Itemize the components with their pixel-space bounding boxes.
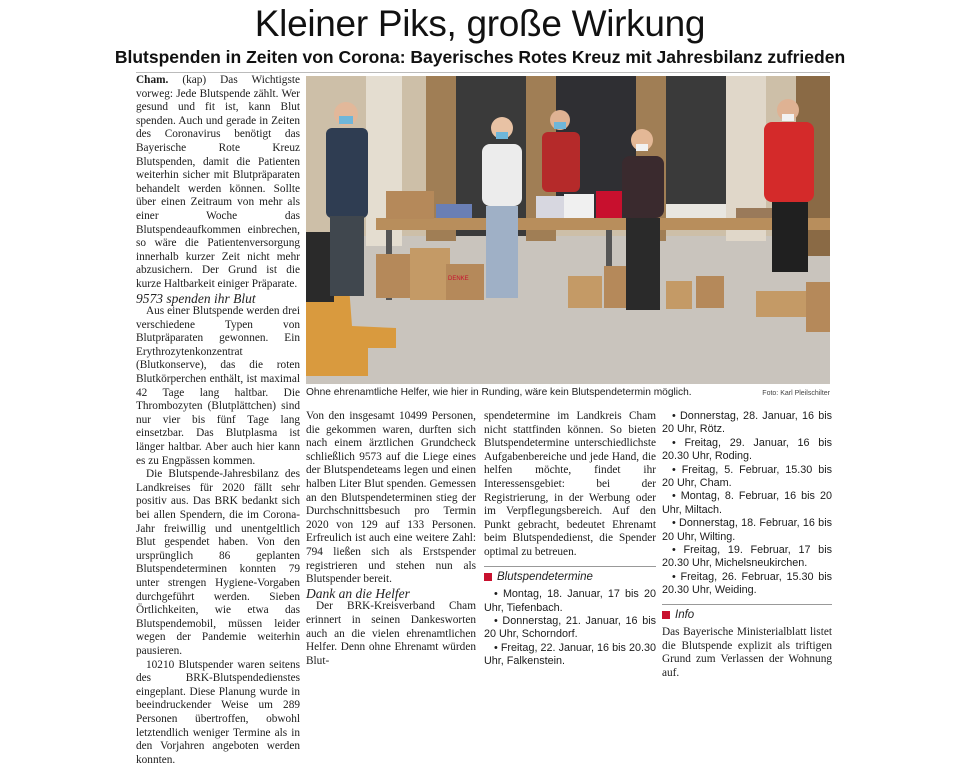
caption-text: Ohne ehrenamtliche Helfer, wie hier in Runding, wäre kein Blutspendetermin möglich. <box>306 387 692 398</box>
article-column-2 <box>306 410 476 668</box>
info-text: Das Bayerische Ministerialblatt listet die Blutspende explizit als triftigen Grund zum Verlassen der Wohnung auf. <box>662 626 832 680</box>
header-rule <box>136 72 830 73</box>
appointment-item: • Freitag, 5. Februar, 15.30 bis 20 Uhr, Cham. <box>662 463 832 490</box>
info-box-header <box>662 604 832 623</box>
info-title: Info <box>675 608 695 621</box>
paragraph-donors-total: Von den insgesamt 10499 Personen, die gekommen waren, durften sich nach einem ärztlichen Grundcheck schließlich 9573 auf die Liege eines der Blutspendeteams legen und einen halben Liter Blut spenden. Gemessen an den Blutspendeterminen stieg der Durchschnittsbesuch pro Termin 2020 von 129 auf 133 Personen. Erfreulich ist auch eine weitere Zahl: 794 ließen sich als Erstspender registrieren und stehen nun als Blutspender bereit. <box>306 410 476 586</box>
section-subhead-helpers: Dank an die Helfer <box>306 585 410 601</box>
photo-illustration <box>306 76 830 384</box>
paragraph-intro <box>136 74 300 292</box>
section-subhead-9573: 9573 spenden ihr Blut <box>136 290 256 306</box>
box-label: DENKE <box>448 276 469 282</box>
dateline: Cham. <box>136 74 169 86</box>
paragraph-volunteers: spendetermine im Landkreis Cham nicht stattfinden können. So bieten Blutspendetermine unterschiedlichste Aufgabenbereiche und jede Hand, die helfen möchte, findet ihr Interessensgebiet: bei der Registrierung, in der Werbung oder im Verpflegungsbereich. Auf den Punkt gebracht, bedeutet Ehrenamt beim Blutspendedienst, die Spender optimal zu betreuen. <box>484 410 656 558</box>
appointment-item: • Donnerstag, 18. Februar, 16 bis 20 Uhr, Wilting. <box>662 517 832 543</box>
appointment-item: • Freitag, 19. Februar, 17 bis 20.30 Uhr, Michelsneukirchen. <box>662 544 832 570</box>
paragraph-annual-balance: Die Blutspende-Jahresbilanz des Landkreises für 2020 fällt sehr positiv aus. Das BRK bedankt sich bei allen Spendern, die im Corona-Jahr freiwillig und unentgeltlich Blut gespendet haben. Von den ursprünglich 86 geplanten Blutspendeterminen konnten 79 unter strengen Hygiene-Vorgaben durchgeführt werden. Sieben Örtlichkeiten, wie etwa das Blutspendemobil, müssen leider wegen der Pandemie weiterhin pausieren. <box>136 468 300 657</box>
paragraph-blood-types: Aus einer Blutspende werden drei verschiedene Typen von Blutpräparaten gewonnen. Ein Erythrozytenkonzentrat (Blutkonserve), das die roten Blutkörperchen enthält, ist maximal 42 Tage lang haltbar. Die Thrombozyten (Blutplättchen) sind nur vier bis fünf Tage lang einsetzbar. Das Blutplasma ist länger haltbar. Aber auch hier kann es zu Engpässen kommen. <box>136 305 300 467</box>
appointments-box-header <box>484 566 656 585</box>
photo-credit: Foto: Karl Pleilschilter <box>762 390 830 397</box>
appointment-item: • Donnerstag, 21. Januar, 16 bis 20 Uhr, Schorndorf. <box>484 614 656 641</box>
red-square-icon <box>484 573 492 581</box>
appointment-item: • Montag, 8. Februar, 16 bis 20 Uhr, Miltach. <box>662 490 832 516</box>
paragraph-helpers: Der BRK-Kreisverband Cham erinnert in seinen Dankesworten auch an die vielen ehrenamtlichen Helfer. Denn ohne Ehrenamt würden Blut- <box>306 600 476 667</box>
article-column-3 <box>484 410 656 669</box>
appointment-item: • Freitag, 29. Januar, 16 bis 20.30 Uhr, Roding. <box>662 436 832 463</box>
red-square-icon <box>662 611 670 619</box>
appointment-item: • Freitag, 22. Januar, 16 bis 20.30 Uhr, Falkenstein. <box>484 641 656 668</box>
appointments-title: Blutspendetermine <box>497 570 593 583</box>
paragraph-intro-text: (kap) Das Wichtigste vorweg: Jede Blutspende zählt. Wer gesund und fit ist, kann Blut spenden. Auch und gerade in Zeiten des Coronavirus benötigt das Bayerische Rote Kreuz Blutspenden, damit die Patienten weiterhin sicher mit Blutpräparaten behandelt werden können. Sollte über einen Zeitraum von mehr als einer Woche das Blutspendeaufkommen einbrechen, so wäre die Patientenversorgung innerhalb kurzer Zeit nicht mehr abzusichern. Der Grund ist die kurze Haltbarkeit einiger Präparate. <box>136 74 300 290</box>
headline: Kleiner Piks, große Wirkung <box>254 3 706 44</box>
subheadline: Blutspenden in Zeiten von Corona: Bayerisches Rotes Kreuz mit Jahresbilanz zufrieden <box>114 47 846 67</box>
appointment-item: • Donnerstag, 28. Januar, 16 bis 20 Uhr, Rötz. <box>662 410 832 436</box>
article-photo <box>306 76 830 384</box>
article-column-1 <box>136 74 300 767</box>
article-column-4 <box>662 410 832 681</box>
appointment-item: • Montag, 18. Januar, 17 bis 20 Uhr, Tiefenbach. <box>484 588 656 614</box>
paragraph-planned-donors: 10210 Blutspender waren seitens des BRK-Blutspendedienstes eingeplant. Diese Planung wurde in beeindruckender Weise um 289 Personen übertroffen, obwohl letztendlich weniger Termine als in den Vorjahren angeboten werden konnten. <box>136 658 300 766</box>
photo-caption <box>306 387 830 398</box>
appointment-item: • Freitag, 26. Februar, 15.30 bis 20.30 Uhr, Weiding. <box>662 570 832 597</box>
